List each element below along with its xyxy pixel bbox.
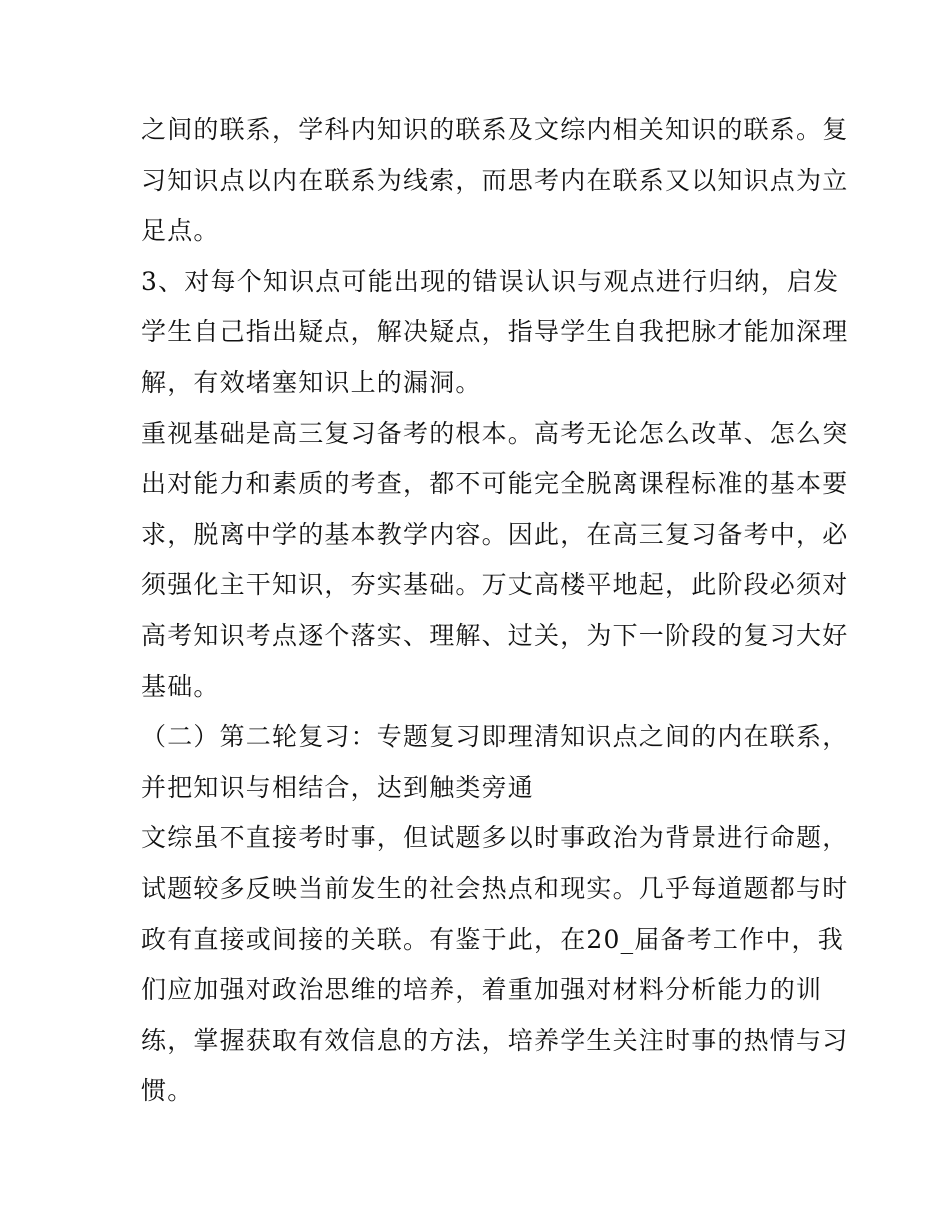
text-line: 惯。 [141, 1076, 194, 1106]
text-line: 解，有效堵塞知识上的漏洞。 [141, 367, 482, 397]
text-line: 学生自己指出疑点，解决疑点，指导学生自我把脉才能加深理 [141, 317, 849, 347]
text-line: 求，脱离中学的基本教学内容。因此，在高三复习备考中，必 [141, 519, 849, 549]
text-line: 重视基础是高三复习备考的根本。高考无论怎么改革、怎么突 [141, 418, 849, 448]
text-line: 们应加强对政治思维的培养，着重加强对材料分析能力的训 [141, 975, 823, 1005]
section-heading: （二）第二轮复习：专题复习即理清知识点之间的内在联系， [141, 722, 849, 752]
text-line: 基础。 [141, 671, 220, 701]
text-line: 试题较多反映当前发生的社会热点和现实。几乎每道题都与时 [141, 873, 849, 903]
text-line: 之间的联系，学科内知识的联系及文综内相关知识的联系。复 [141, 115, 849, 144]
section-heading: 并把知识与相结合，达到触类旁通 [141, 772, 535, 802]
text-line: 出对能力和素质的考查，都不可能完全脱离课程标准的基本要 [141, 469, 849, 499]
text-line: 文综虽不直接考时事，但试题多以时事政治为背景进行命题， [141, 823, 849, 853]
text-line: 政有直接或间接的关联。有鉴于此，在20_届备考工作中，我 [141, 924, 844, 954]
document-page [141, 105, 849, 1117]
text-line: 习知识点以内在联系为线索，而思考内在联系又以知识点为立 [141, 165, 849, 195]
text-line: 高考知识考点逐个落实、理解、过关，为下一阶段的复习大好 [141, 620, 849, 650]
text-line: 须强化主干知识，夯实基础。万丈高楼平地起，此阶段必须对 [141, 570, 849, 600]
text-line: 练，掌握获取有效信息的方法，培养学生关注时事的热情与习 [141, 1025, 849, 1055]
text-line: 足点。 [141, 216, 220, 246]
text-line: 3、对每个知识点可能出现的错误认识与观点进行归纳，启发 [141, 266, 840, 296]
